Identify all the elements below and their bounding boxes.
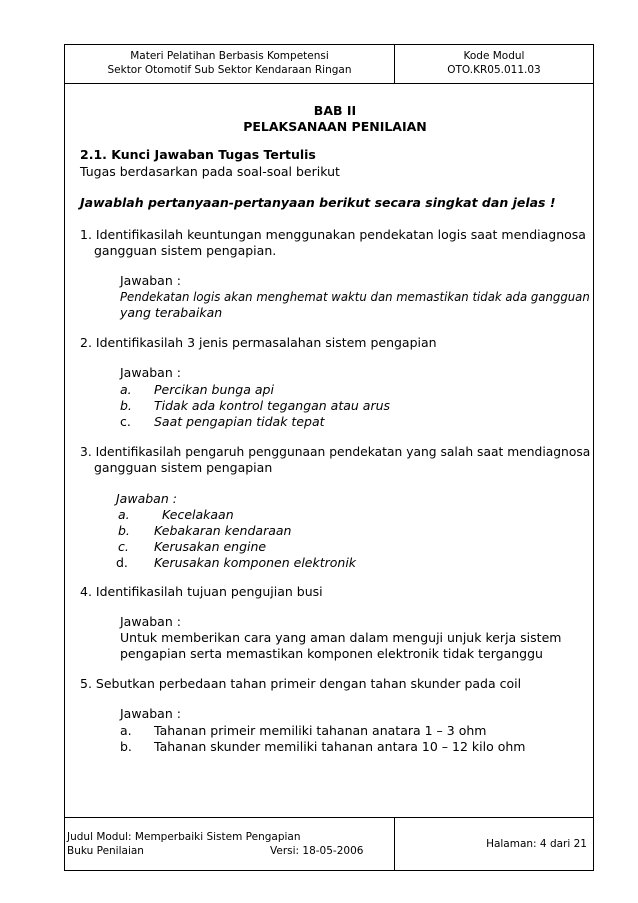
answer-3-item-marker: b. (118, 523, 130, 538)
question-4: 4. Identifikasilah tujuan pengujian busi (80, 584, 323, 599)
header-left-line1: Materi Pelatihan Berbasis Kompetensi (130, 50, 329, 62)
footer-version: Versi: 18-05-2006 (270, 845, 364, 857)
page-footer (65, 817, 593, 870)
answer-3-label: Jawaban : (116, 491, 177, 506)
question-5: 5. Sebutkan perbedaan tahan primeir dengan tahan skunder pada coil (80, 676, 522, 691)
answer-2-label: Jawaban : (120, 365, 181, 380)
answer-2-item: Saat pengapian tidak tepat (154, 414, 325, 429)
footer-page-number: Halaman: 4 dari 21 (486, 838, 587, 850)
answer-4-line1: Untuk memberikan cara yang aman dalam menguji unjuk kerja sistem (120, 630, 562, 645)
answer-3-item-marker: d. (116, 555, 128, 570)
answer-2-item: Tidak ada kontrol tegangan atau arus (154, 398, 391, 413)
answer-1-line1: Pendekatan logis akan menghemat waktu dan memastikan tidak ada gangguan (120, 289, 590, 304)
answer-3-item: Kerusakan engine (154, 539, 267, 554)
chapter-title: PELAKSANAAN PENILAIAN (243, 119, 427, 134)
header-right-line1: Kode Modul (463, 50, 525, 62)
header-right (395, 45, 593, 83)
page-header (65, 45, 593, 84)
section-instruction: Jawablah pertanyaan-pertanyaan berikut secara singkat dan jelas ! (80, 195, 556, 210)
answer-2-item-marker: a. (120, 382, 132, 397)
header-left (65, 45, 395, 83)
question-3: 3. Identifikasilah pengaruh penggunaan pendekatan yang salah saat mendiagnosa (80, 444, 591, 459)
answer-5-item: Tahanan skunder memiliki tahanan antara 10 – 12 kilo ohm (154, 739, 526, 754)
section-intro: Tugas berdasarkan pada soal-soal berikut (80, 164, 340, 179)
answer-3-item-marker: a. (118, 507, 130, 522)
answer-5-item-marker: a. (120, 723, 132, 738)
answer-3-item: Kecelakaan (162, 507, 234, 522)
question-1-cont: gangguan sistem pengapian. (94, 243, 277, 258)
answer-2-item: Percikan bunga api (154, 382, 274, 397)
footer-book-name: Buku Penilaian (67, 845, 144, 857)
answer-5-item: Tahanan primeir memiliki tahanan anatara 1 – 3 ohm (154, 723, 487, 738)
answer-1-line2: yang terabaikan (120, 305, 223, 320)
answer-1-label: Jawaban : (120, 273, 181, 288)
answer-5-label: Jawaban : (120, 706, 181, 721)
question-1: 1. Identifikasilah keuntungan menggunakan pendekatan logis saat mendiagnosa (80, 227, 586, 242)
answer-3-item-marker: c. (118, 539, 129, 554)
answer-5-item-marker: b. (120, 739, 132, 754)
question-2: 2. Identifikasilah 3 jenis permasalahan sistem pengapian (80, 335, 437, 350)
answer-4-label: Jawaban : (120, 614, 181, 629)
answer-3-item: Kerusakan komponen elektronik (154, 555, 357, 570)
section-heading: 2.1. Kunci Jawaban Tugas Tertulis (80, 147, 316, 162)
answer-3-item: Kebakaran kendaraan (154, 523, 292, 538)
footer-left (65, 818, 395, 870)
answer-2-item-marker: c. (120, 414, 131, 429)
header-left-line2: Sektor Otomotif Sub Sektor Kendaraan Ringan (107, 64, 352, 76)
question-3-cont: gangguan sistem pengapian (94, 460, 273, 475)
answer-4-line2: pengapian serta memastikan komponen elektronik tidak terganggu (120, 646, 543, 661)
answer-2-item-marker: b. (120, 398, 132, 413)
header-module-code: OTO.KR05.011.03 (447, 64, 541, 76)
chapter-number: BAB II (313, 103, 357, 118)
footer-module-title: Judul Modul: Memperbaiki Sistem Pengapian (67, 831, 301, 843)
